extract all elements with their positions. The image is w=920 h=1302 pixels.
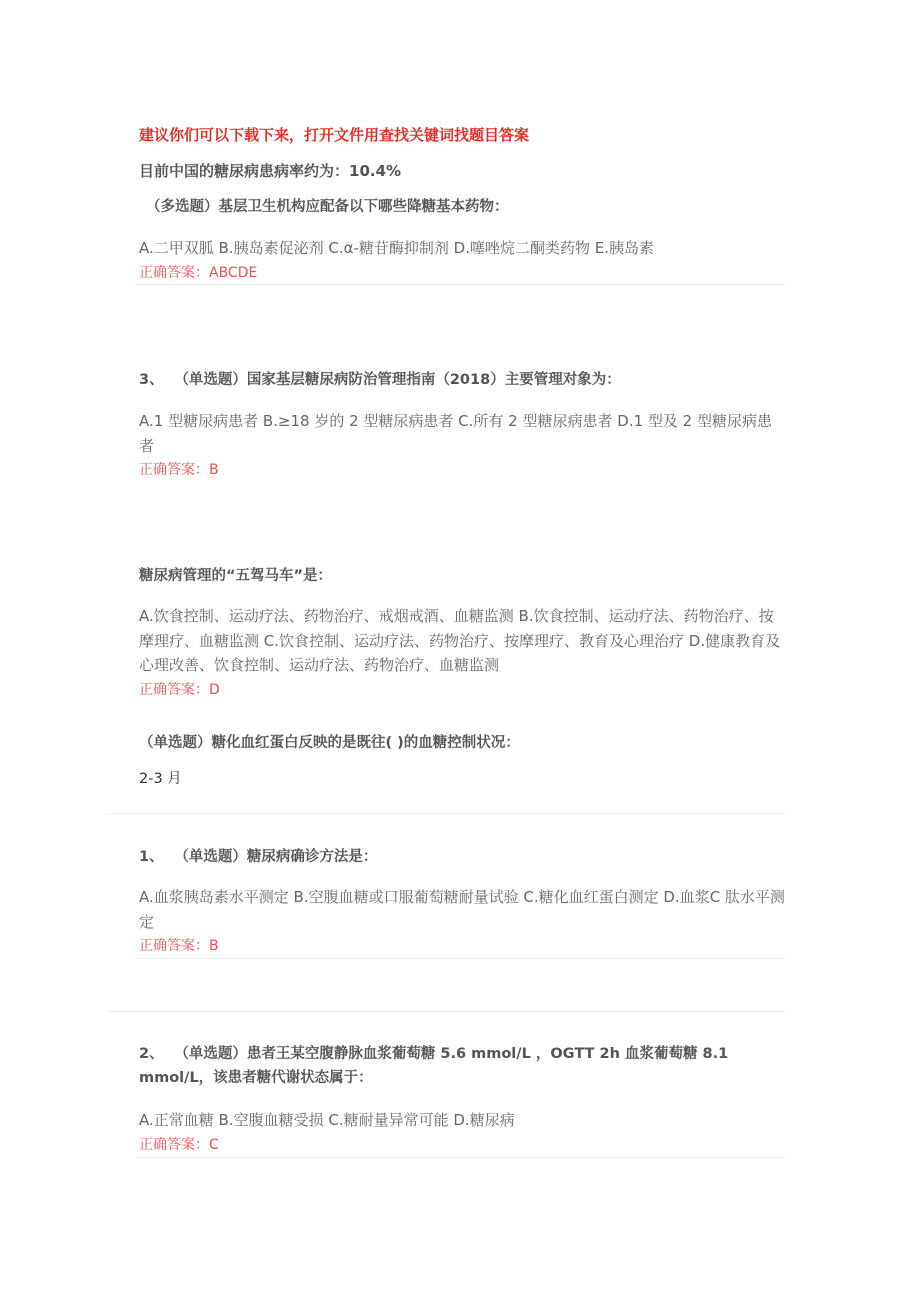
download-tip-banner: 建议你们可以下载下来，打开文件用查找关键词找题目答案	[139, 126, 530, 144]
answer-label: 正确答案：	[139, 682, 209, 698]
correct-answer	[139, 936, 785, 956]
answer-value: ABCDE	[209, 265, 258, 281]
answer-label: 正确答案：	[139, 265, 209, 281]
answer-value: B	[209, 462, 219, 478]
prevalence-statement: 目前中国的糖尿病患病率约为：10.4%	[139, 162, 402, 180]
question-stem: （单选题）国家基层糖尿病防治管理指南（2018）主要管理对象为：	[181, 372, 621, 388]
correct-answer	[139, 263, 785, 283]
question-stem: （单选题）糖尿病确诊方法是：	[181, 849, 378, 865]
divider	[136, 1157, 785, 1158]
question-text	[139, 368, 785, 392]
answer-label: 正确答案：	[139, 938, 209, 954]
question-number: 2、	[139, 1046, 164, 1062]
question-options: A.1 型糖尿病患者 B.≥18 岁的 2 型糖尿病患者 C.所有 2 型糖尿病患者 D.1 型及 2 型糖尿病患者	[139, 412, 772, 455]
question-text	[139, 1042, 785, 1090]
divider	[107, 1011, 785, 1012]
question-text	[139, 845, 785, 869]
question-text: （多选题）基层卫生机构应配备以下哪些降糖基本药物：	[146, 199, 509, 215]
question-options: A.血浆胰岛素水平测定 B.空腹血糖或口服葡萄糖耐量试验 C.糖化血红蛋白测定 D.血浆C 肽水平测定	[139, 888, 785, 931]
correct-answer	[139, 680, 785, 700]
question-options: A.二甲双胍 B.胰岛素促泌剂 C.α-糖苷酶抑制剂 D.噻唑烷二酮类药物 E.胰岛素	[139, 239, 655, 257]
question-text: （单选题）糖化血红蛋白反映的是既往( )的血糖控制状况：	[139, 735, 520, 751]
divider	[136, 284, 785, 285]
answer-label: 正确答案：	[139, 462, 209, 478]
answer-value: C	[209, 1137, 219, 1153]
question-options: A.饮食控制、运动疗法、药物治疗、戒烟戒酒、血糖监测 B.饮食控制、运动疗法、药物治疗、按摩理疗、血糖监测 C.饮食控制、运动疗法、药物治疗、按摩理疗、教育及心理治疗 D.健康教育及心理改善、饮食控制、运动疗法、药物治疗、血糖监测	[139, 607, 781, 674]
divider	[107, 813, 785, 814]
question-text: 糖尿病管理的“五驾马车”是：	[139, 568, 333, 584]
question-number: 1、	[139, 849, 164, 865]
question-stem: （单选题）患者王某空腹静脉血浆葡萄糖 5.6 mmol/L ，OGTT 2h 血浆葡萄糖 8.1 mmol/L，该患者糖代谢状态属于：	[139, 1046, 729, 1086]
question-options: A.正常血糖 B.空腹血糖受损 C.糖耐量异常可能 D.糖尿病	[139, 1111, 515, 1129]
answer-value: D	[209, 682, 220, 698]
plain-answer: 2-3 月	[139, 771, 182, 787]
answer-value: B	[209, 938, 219, 954]
correct-answer	[139, 460, 785, 480]
answer-label: 正确答案：	[139, 1137, 209, 1153]
correct-answer	[139, 1135, 785, 1155]
question-number: 3、	[139, 372, 164, 388]
divider	[136, 958, 785, 959]
